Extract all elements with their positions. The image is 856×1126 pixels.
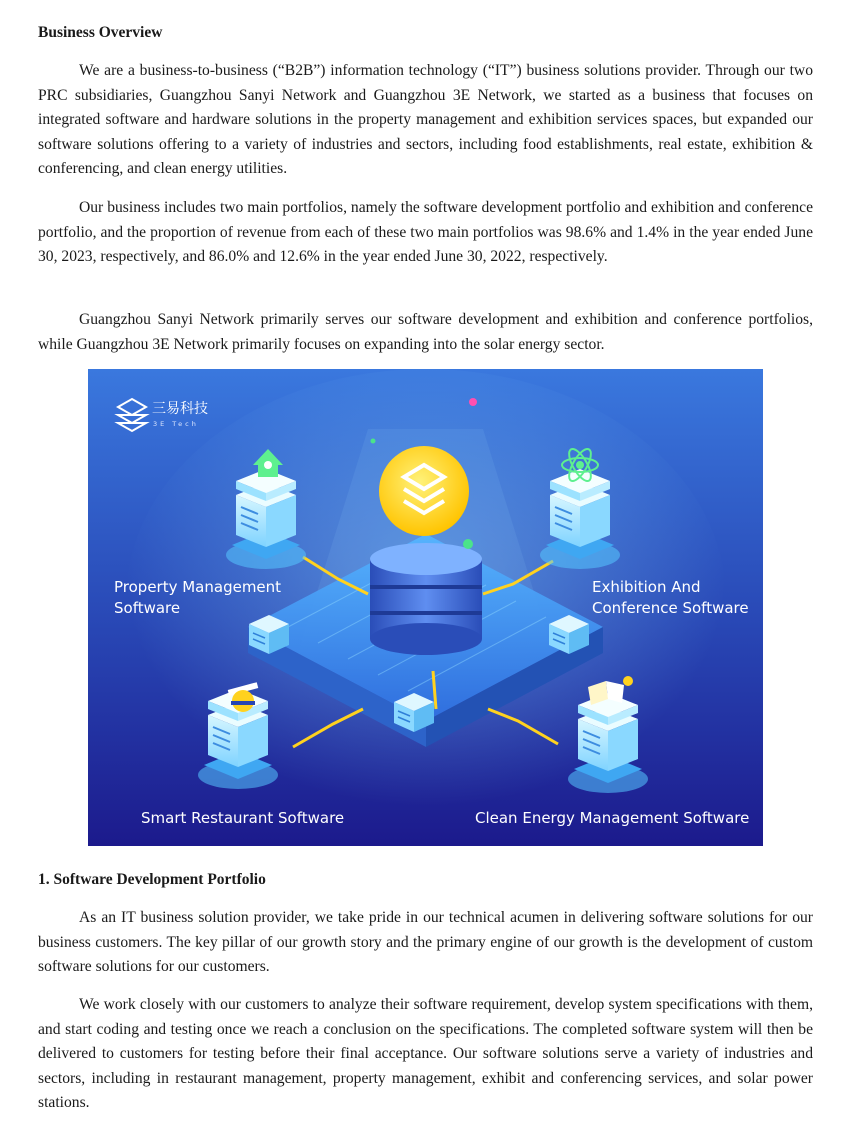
- business-diagram-image: [88, 369, 763, 846]
- section-heading-business-overview: Business Overview: [38, 24, 163, 41]
- database-cylinder: [370, 543, 482, 655]
- paragraph-subsidiaries: Guangzhou Sanyi Network primarily serves our software development and exhibition and conference portfolios, while Guangzhou 3E Network primarily focuses on expanding into the solar energy sector.: [38, 311, 813, 353]
- paragraph-customer-process: We work closely with our customers to analyze their software requirement, develop system specifications with them, and start coding and testing once we reach a conclusion on the specifications. The completed software system will then be delivered to customers for testing before their final acceptance. Our software solutions serve a variety of industries and sectors, including in restaurant management, property management, exhibit and conferencing services, and solar power stations.: [38, 996, 813, 1112]
- sparkle-dot: [463, 539, 473, 549]
- paragraph-portfolios: Our business includes two main portfolios, namely the software development portfolio and exhibition and conference portfolio, and the proportion of revenue from each of these two main portfolios was 98.6% and 1.4% in the year ended June 30, 2023, respectively, and 86.0% and 12.6% in the year ended June 30, 2022, respectively.: [38, 199, 813, 266]
- server-exhibition-conference: [540, 469, 620, 569]
- label-smart-restaurant: Smart Restaurant Software: [141, 809, 345, 827]
- label-clean-energy: Clean Energy Management Software: [475, 809, 750, 827]
- paragraph-business-intro: We are a business-to-business (“B2B”) information technology (“IT”) business solutions provider. Through our two PRC subsidiaries, Guangzhou Sanyi Network and Guangzhou 3E Network, we started as a business that focuses on integrated software and hardware solutions in the property management and exhibition services spaces, but expanded our software solutions offering to a variety of industries and sectors, including food establishments, real estate, exhibition & conferencing, and clean energy utilities.: [38, 62, 813, 178]
- logo-chinese-text: 三易科技: [152, 401, 208, 417]
- label-property-management-line1: Property Management: [114, 578, 282, 596]
- paragraph-it-provider: As an IT business solution provider, we take pride in our technical acumen in delivering software solutions for our business customers. The key pillar of our growth story and the primary engine of our growth is the development of custom software solutions for our customers.: [38, 909, 813, 976]
- section-heading-software-development: 1. Software Development Portfolio: [38, 871, 266, 888]
- label-property-management-line2: Software: [114, 599, 181, 617]
- server-clean-energy: [568, 693, 648, 793]
- label-exhibition-line2: Conference Software: [592, 599, 749, 617]
- label-exhibition-line1: Exhibition And: [592, 578, 701, 596]
- logo-english-text: 3E Tech: [153, 420, 199, 428]
- sparkle-dot: [469, 398, 477, 406]
- 3e-logo-orb: [379, 446, 469, 536]
- sparkle-dot: [371, 439, 376, 444]
- server-property-management: [226, 469, 306, 569]
